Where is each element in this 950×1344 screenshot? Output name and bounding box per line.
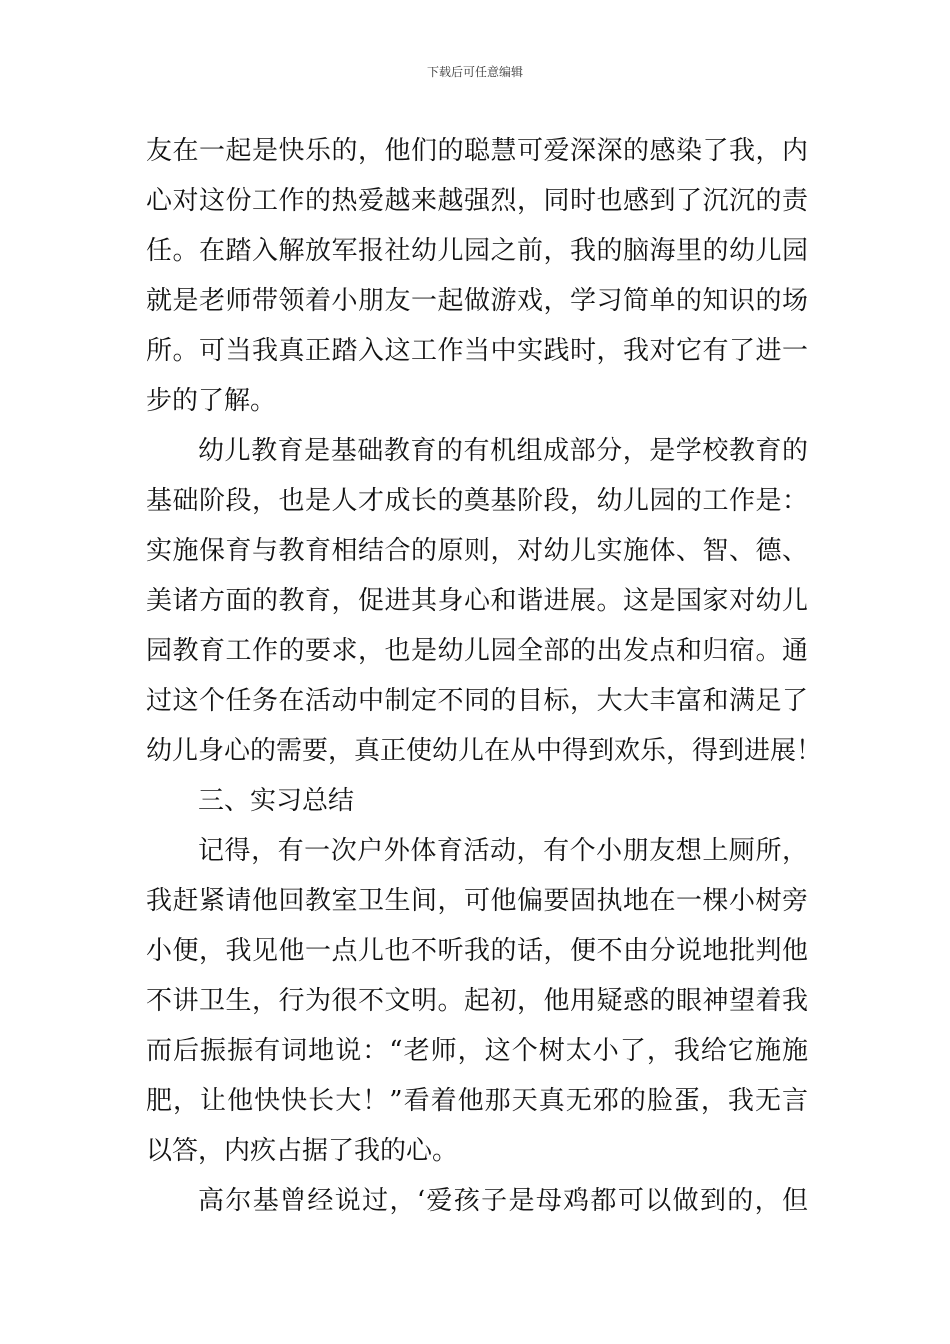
text-line: 园教育工作的要求，也是幼儿园全部的出发点和归宿。通 (146, 636, 808, 666)
text-line: 心对这份工作的热爱越来越强烈，同时也感到了沉沉的责 (146, 186, 808, 216)
section-heading-text: 三、实习总结 (198, 786, 355, 816)
text-line: 友在一起是快乐的，他们的聪慧可爱深深的感染了我，内 (146, 136, 808, 166)
text-line: 美诸方面的教育，促进其身心和谐进展。这是国家对幼儿 (146, 586, 808, 616)
text-line: 高尔基曾经说过，‘爱孩子是母鸡都可以做到的，但 (198, 1186, 808, 1216)
text-line: 任。在踏入解放军报社幼儿园之前，我的脑海里的幼儿园 (146, 236, 808, 266)
text-line: 幼儿身心的需要，真正使幼儿在从中得到欢乐，得到进展！ (146, 736, 823, 766)
paragraph-early-education (146, 426, 823, 776)
body-text (146, 126, 823, 1226)
page-header: 下载后可任意编辑 (426, 65, 523, 79)
text-line: 记得，有一次户外体育活动，有个小朋友想上厕所， (198, 836, 808, 866)
text-line: 步的了解。 (146, 386, 277, 416)
text-line: 基础阶段，也是人才成长的奠基阶段，幼儿园的工作是： (146, 486, 808, 516)
text-line: 所。可当我真正踏入这工作当中实践时，我对它有了进一 (146, 336, 808, 366)
text-line: 实施保育与教育相结合的原则，对幼儿实施体、智、德、 (146, 536, 808, 566)
text-line: 过这个任务在活动中制定不同的目标，大大丰富和满足了 (146, 686, 808, 716)
text-line: 小便，我见他一点儿也不听我的话，便不由分说地批判他 (146, 936, 808, 966)
text-line: 幼儿教育是基础教育的有机组成部分，是学校教育的 (198, 436, 808, 466)
text-line: 肥，让他快快长大！”看着他那天真无邪的脸蛋，我无言 (146, 1086, 808, 1116)
text-line: 我赶紧请他回教室卫生间，可他偏要固执地在一棵小树旁 (146, 886, 808, 916)
paragraph-anecdote (146, 826, 808, 1176)
text-line: 就是老师带领着小朋友一起做游戏，学习简单的知识的场 (146, 286, 808, 316)
text-line: 以答，内疚占据了我的心。 (146, 1136, 459, 1166)
section-heading (146, 776, 808, 826)
paragraph-gorky-quote (146, 1176, 808, 1226)
text-line: 不讲卫生，行为很不文明。起初，他用疑惑的眼神望着我 (146, 986, 808, 1016)
text-line: 而后振振有词地说：“老师，这个树太小了，我给它施施 (146, 1036, 808, 1066)
paragraph-continuation (146, 126, 808, 426)
